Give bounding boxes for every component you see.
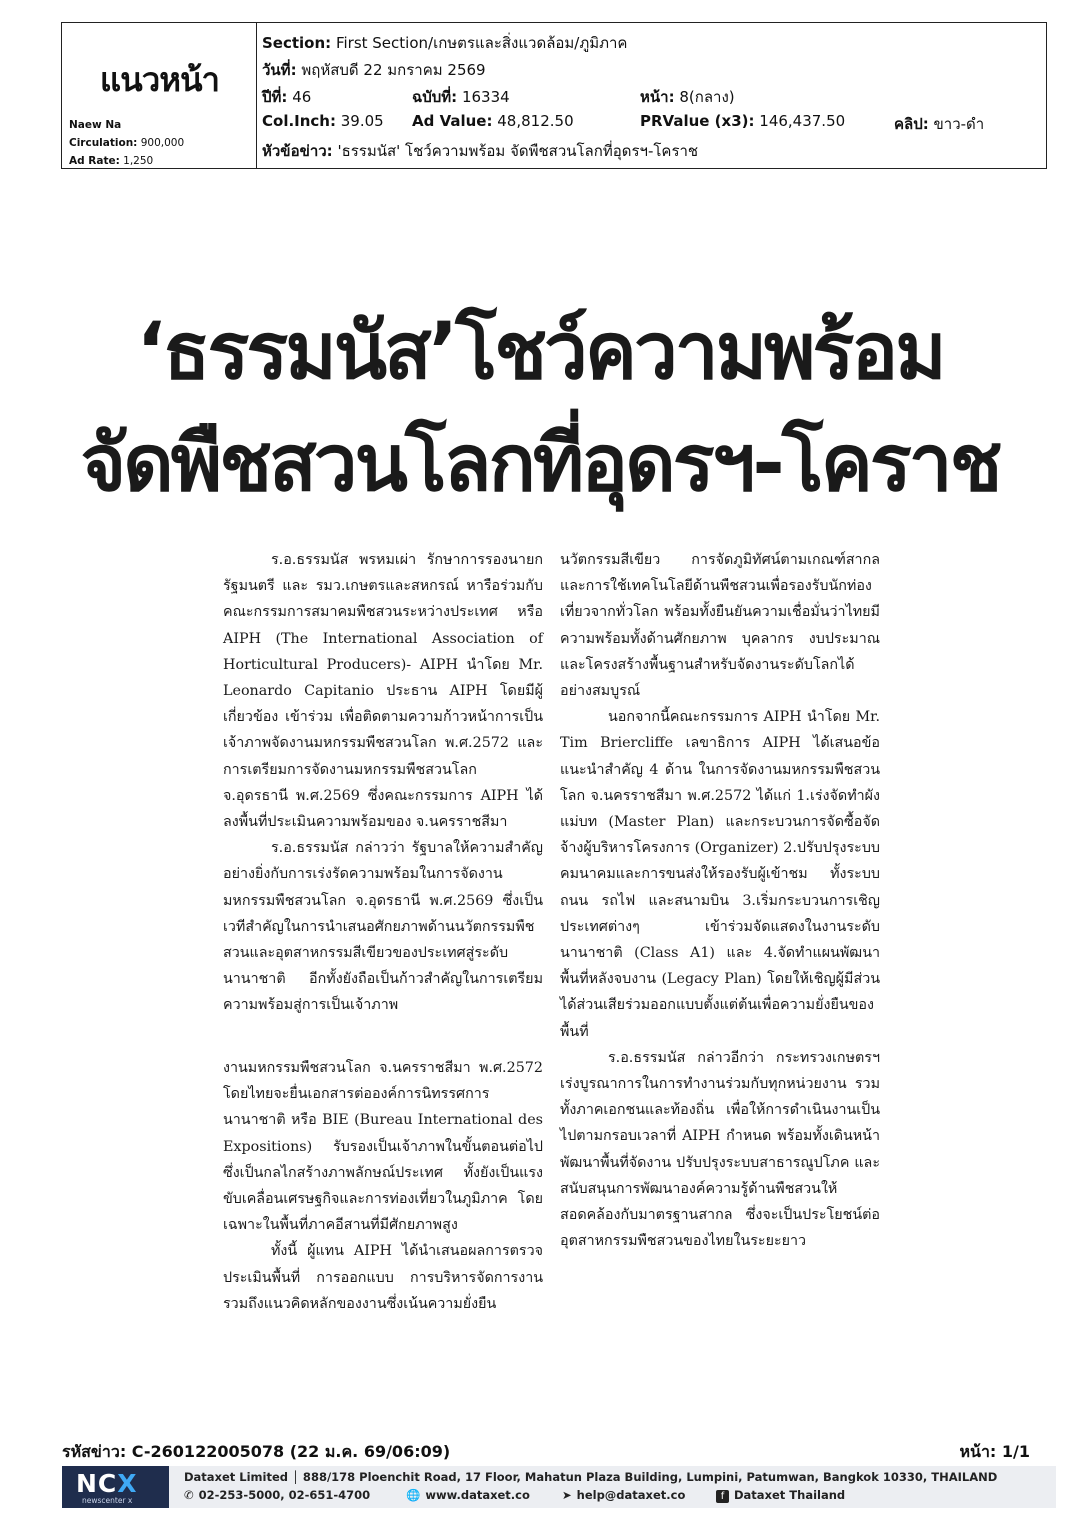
send-icon: ➤ [562,1488,572,1502]
publication-name: Naew Na [69,119,122,131]
email-link[interactable]: help@dataxet.co [576,1488,686,1502]
circulation-label: Circulation: [69,137,138,149]
colinch-value: 39.05 [340,112,384,130]
headline-row [262,139,698,161]
issue-label: ฉบับที่: [412,88,458,106]
facebook-link[interactable]: Dataxet Thailand [734,1488,846,1502]
ad-rate-label: Ad Rate: [69,155,120,167]
clipping-header [61,22,1047,169]
prvalue-value: 146,437.50 [759,112,846,130]
section-value: First Section/เกษตรและสิ่งแวดล้อม/ภูมิภาค [335,34,628,52]
year-value: 46 [292,88,312,106]
page-value: 8(กลาง) [679,88,735,106]
value-row [262,112,1042,134]
section-label: Section: [262,34,332,52]
advalue-value: 48,812.50 [497,112,574,130]
phone-text: 02-253-5000, 02-651-4700 [198,1488,371,1502]
headline-line-2: จัดพืชสวนโลกที่อุดรฯ-โคราช [80,419,1000,509]
date-value: พฤหัสบดี 22 มกราคม 2569 [301,61,486,79]
facebook-icon: f [716,1490,729,1503]
ncx-logo [62,1466,169,1508]
website-link[interactable]: www.dataxet.co [425,1488,530,1502]
publication-panel [62,23,257,168]
clip-label: คลิป: [894,115,929,133]
issue-value: 16334 [461,88,510,106]
article-column-2 [560,547,880,1254]
headline-value: 'ธรรมนัส' โชว์ความพร้อม จัดพืชสวนโลกที่อุดรฯ-โคราช [337,142,699,160]
article-paragraph: นอกจากนี้คณะกรรมการ AIPH นำโดย Mr. Tim Briercliffe เลขาธิการ AIPH ได้เสนอข้อแนะนำสำคัญ 4 ด้าน ในการจัดงานมหกรรมพืชสวนโลก จ.นครราชสีมา พ.ศ.2572 ได้แก่ 1.เร่งจัดทำผังแม่บท (Master Plan) และกระบวนการจัดซื้อจัดจ้างผู้บริหารโครงการ (Organizer) 2.ปรับปรุงระบบคมนาคมและการขนส่งให้รองรับผู้เข้าชม ทั้งระบบถนน รถไฟ และสนามบิน 3.เริ่มกระบวนการเชิญประเทศต่างๆ เข้าร่วมจัดแสดงในงานระดับนานาชาติ (Class A1) และ 4.จัดทำแผนพัฒนาพื้นที่หลังจบงาน (Legacy Plan) โดยให้เชิญผู้มีส่วนได้ส่วนเสียร่วมออกแบบตั้งแต่ต้นเพื่อความยั่งยืนของพื้นที่ [560,709,880,1040]
footer-bar [62,1466,1056,1508]
clip-value: ขาว-ดำ [933,115,985,133]
ncx-logo-subtitle: newscenter x [82,1496,133,1505]
phone-icon: ✆ [184,1488,194,1502]
article-paragraph: งานมหกรรมพืชสวนโลก จ.นครราชสีมา พ.ศ.2572 โดยไทยจะยื่นเอกสารต่อองค์การนิทรรศการนานาชาติ หรือ BIE (Bureau International des Expositions) รับรองเป็นเจ้าภาพในขั้นตอนต่อไป ซึ่งเป็นกลไกสร้างภาพลักษณ์ประเทศ ทั้งยังเป็นแรงขับเคลื่อนเศรษฐกิจและการท่องเที่ยวในภูมิภาค โดยเฉพาะในพื้นที่ภาคอีสานที่มีศักยภาพสูง [223,1060,543,1234]
news-code: รหัสข่าว: C-260122005078 (22 ม.ค. 69/06:09) [62,1442,451,1461]
article-paragraph: ร.อ.ธรรมนัส กล่าวว่า รัฐบาลให้ความสำคัญอย่างยิ่งกับการเร่งรัดความพร้อมในการจัดงานมหกรรมพืชสวนโลก จ.อุดรธานี พ.ศ.2569 ซึ่งเป็นเวทีสำคัญในการนำเสนอศักยภาพด้านนวัตกรรมพืชสวนและอุตสาหกรรมสีเขียวของประเทศสู่ระดับนานาชาติ อีกทั้งยังถือเป็นก้าวสำคัญในการเตรียมความพร้อมสู่การเป็นเจ้าภาพ [223,840,543,1014]
ncx-logo-text: NC [76,1469,118,1498]
article-column-1-bottom [223,1055,543,1317]
ad-rate-value: 1,250 [123,155,154,167]
publication-meta [69,116,184,170]
headline-label: หัวข้อข่าว: [262,142,333,160]
article-paragraph: ทั้งนี้ ผู้แทน AIPH ได้นำเสนอผลการตรวจประเมินพื้นที่ การออกแบบ การบริหารจัดการงาน รวมถึงแนวคิดหลักของงานซึ่งเน้นความยั่งยืน [223,1243,543,1312]
article-headline [40,296,1040,520]
headline-line-1: ‘ธรรมนัส’โชว์ความพร้อม [136,307,944,397]
article-paragraph: ร.อ.ธรรมนัส พรหมเผ่า รักษาการรองนายกรัฐมนตรี และ รมว.เกษตรและสหกรณ์ หารือร่วมกับคณะกรรมการสมาคมพืชสวนระหว่างประเทศ หรือ AIPH (The International Association of Horticultural Producers)- AIPH นำโดย Mr. Leonardo Capitanio ประธาน AIPH โดยมีผู้เกี่ยวข้อง เข้าร่วม เพื่อติดตามความก้าวหน้าการเป็นเจ้าภาพจัดงานมหกรรมพืชสวนโลก พ.ศ.2572 และการเตรียมการจัดงานมหกรรมพืชสวนโลก จ.อุดรธานี พ.ศ.2569 ซึ่งคณะกรรมการ AIPH ได้ลงพื้นที่ประเมินความพร้อมของ จ.นครราชสีมา [223,552,543,831]
ncx-logo-x: X [117,1469,138,1498]
circulation-value: 900,000 [140,137,185,149]
article-paragraph: ร.อ.ธรรมนัส กล่าวอีกว่า กระทรวงเกษตรฯ เร่งบูรณาการในการทำงานร่วมกับทุกหน่วยงาน รวมทั้งภาคเอกชนและท้องถิ่น เพื่อให้การดำเนินงานเป็นไปตามกรอบเวลาที่ AIPH กำหนด พร้อมทั้งเดินหน้าพัฒนาพื้นที่จัดงาน ปรับปรุงระบบสาธารณูปโภค และสนับสนุนการพัฒนาองค์ความรู้ด้านพืชสวนให้สอดคล้องกับมาตรฐานสากล ซึ่งจะเป็นประโยชน์ต่ออุตสาหกรรมพืชสวนของไทยในระยะยาว [560,1049,880,1250]
globe-icon: 🌐 [406,1488,421,1502]
prvalue-label: PRValue (x3): [640,112,755,130]
page-count: หน้า: 1/1 [959,1442,1030,1461]
section-row [262,31,627,53]
colinch-label: Col.Inch: [262,112,336,130]
advalue-label: Ad Value: [412,112,493,130]
article-column-1-top [223,547,543,1019]
date-row [262,58,486,80]
date-label: วันที่: [262,61,297,79]
year-label: ปีที่: [262,88,288,106]
issue-row [262,85,1042,107]
page-label: หน้า: [640,88,675,106]
article-paragraph: นวัตกรรมสีเขียว การจัดภูมิทัศน์ตามเกณฑ์สากล และการใช้เทคโนโลยีด้านพืชสวนเพื่อรองรับนักท่องเที่ยวจากทั่วโลก พร้อมทั้งยืนยันความเชื่อมั่นว่าไทยมีความพร้อมทั้งด้านศักยภาพ บุคลากร งบประมาณ และโครงสร้างพื้นฐานสำหรับจัดงานระดับโลกได้อย่างสมบูรณ์ [560,552,880,700]
publication-logo: แนวหน้า [99,60,220,99]
company-info: Dataxet Limited │ 888/178 Ploenchit Road, 17 Floor, Mahatun Plaza Building, Lumpini, Patumwan, Bangkok 10330, THAILAND [184,1470,998,1484]
